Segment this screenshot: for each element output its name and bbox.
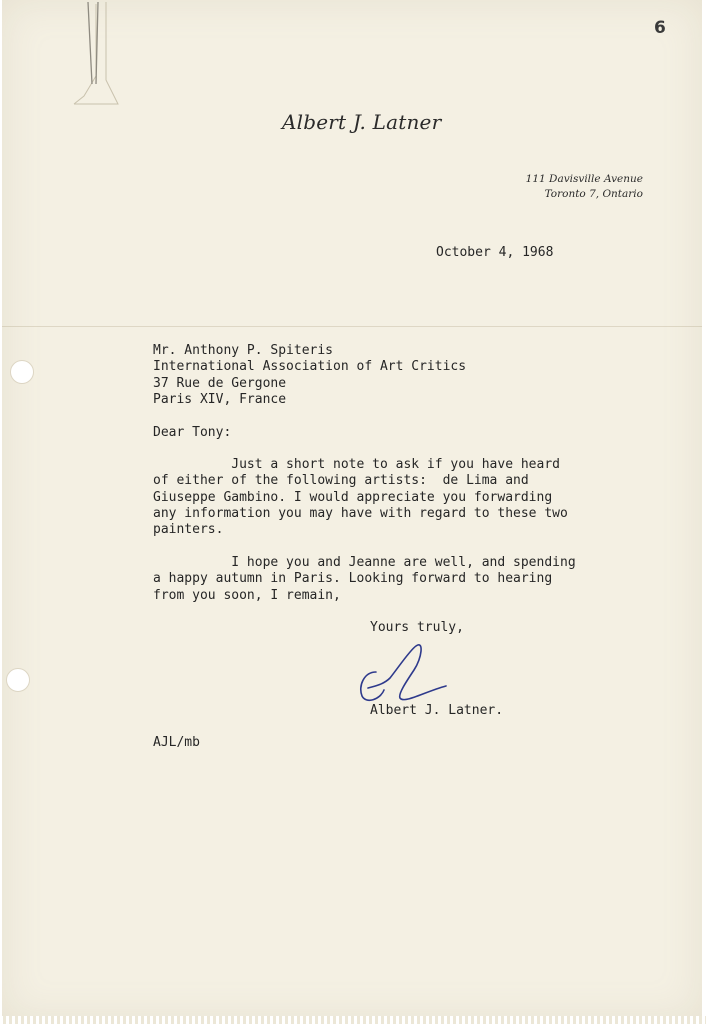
page-number: 6	[654, 18, 666, 38]
body-line: painters.	[153, 522, 224, 538]
body-line: Giuseppe Gambino. I would appreciate you forwarding	[153, 489, 553, 505]
letter-date: October 4, 1968	[436, 245, 554, 260]
salutation: Dear Tony:	[153, 425, 232, 440]
fold-line	[2, 326, 702, 327]
reference-initials: AJL/mb	[153, 735, 200, 750]
handwritten-signature	[354, 642, 454, 704]
body-line: any information you may have with regard to these two	[153, 505, 568, 521]
punch-hole-lower	[6, 668, 30, 692]
body-paragraph-2	[153, 555, 576, 604]
recipient-line: International Association of Art Critics	[153, 359, 467, 375]
body-line: I hope you and Jeanne are well, and spending	[153, 555, 576, 570]
letterhead-name: Albert J. Latner	[282, 110, 442, 134]
body-line: Just a short note to ask if you have heard	[153, 457, 560, 472]
body-line: of either of the following artists: de Lima and	[153, 473, 529, 489]
letterhead-address	[505, 172, 643, 202]
body-line: from you soon, I remain,	[153, 587, 341, 603]
closing: Yours truly,	[370, 620, 464, 635]
address-line: Toronto 7, Ontario	[544, 188, 643, 200]
punch-hole-upper	[10, 360, 34, 384]
address-line: 111 Davisville Avenue	[525, 173, 643, 185]
recipient-line: Mr. Anthony P. Spiteris	[153, 343, 334, 358]
torn-edge	[0, 1016, 706, 1024]
signer-name: Albert J. Latner.	[370, 703, 504, 718]
body-paragraph-1	[153, 457, 568, 538]
recipient-address	[153, 343, 466, 408]
recipient-line: Paris XIV, France	[153, 391, 287, 407]
paperclip-mark	[70, 0, 122, 112]
recipient-line: 37 Rue de Gergone	[153, 375, 287, 391]
body-line: a happy autumn in Paris. Looking forward to hearing	[153, 571, 553, 587]
